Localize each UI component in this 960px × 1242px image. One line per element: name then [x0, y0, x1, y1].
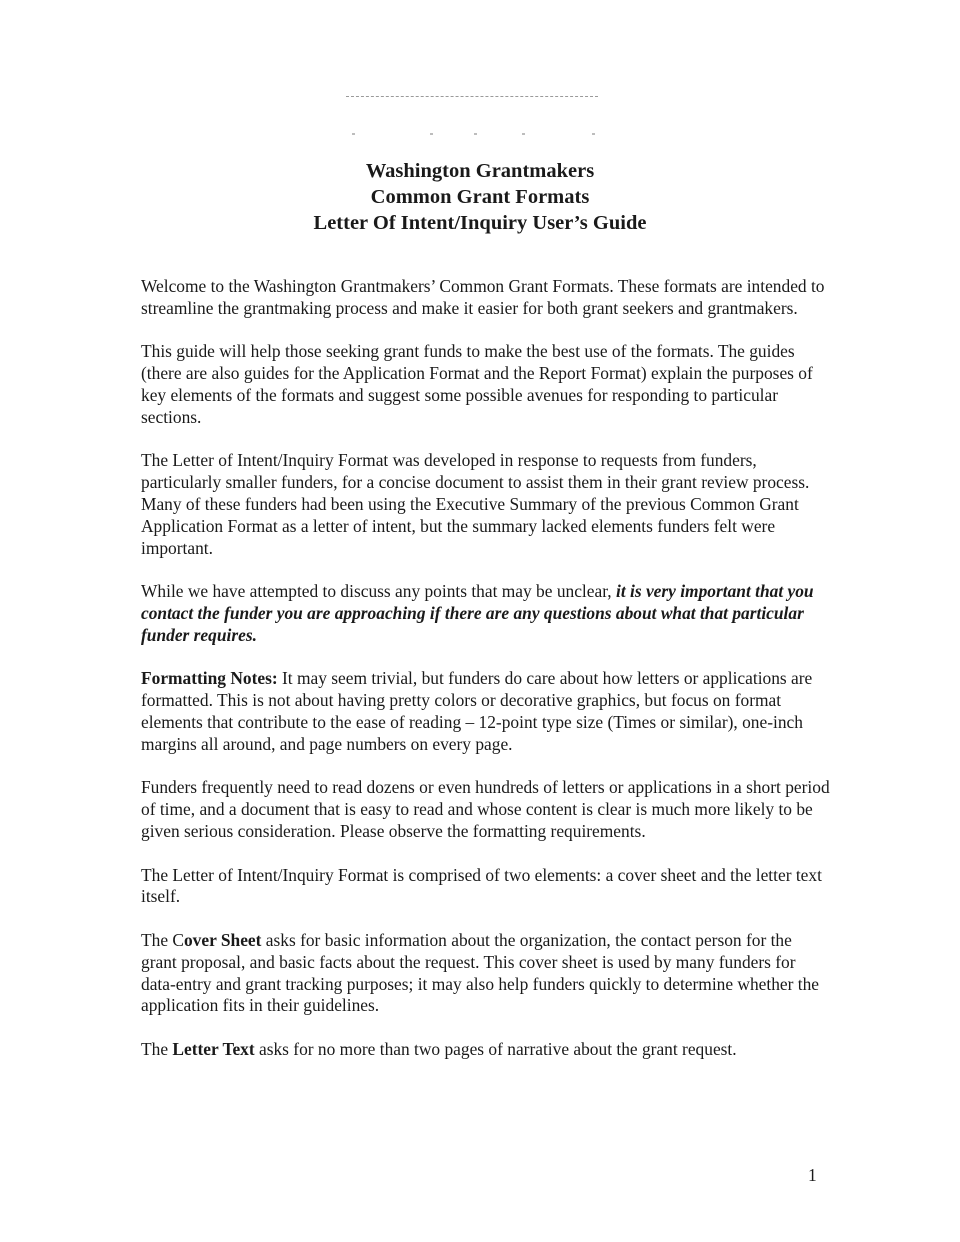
cover-sheet-label: over Sheet	[183, 929, 262, 950]
paragraph-cover-sheet	[141, 930, 831, 1017]
document-title	[0, 158, 960, 236]
paragraph-letter-text	[141, 1039, 831, 1061]
paragraph-formatting-notes	[141, 668, 831, 755]
paragraph-contact-emphasis: it is very important that you contact the funder you are approaching if there are any questions about what that particular funder requires.	[141, 581, 814, 645]
paragraph-loi-background: The Letter of Intent/Inquiry Format was developed in response to requests from funders, particularly smaller funders, for a concise document to assist them in their grant review process. Many of these funders had been using the Executive Summary of the previous Common Grant Application Format as a letter of intent, but the summary lacked elements funders felt were important.	[141, 450, 810, 558]
page-number: 1	[808, 1165, 817, 1185]
formatting-notes-text: It may seem trivial, but funders do care about how letters or applications are formatted. This is not about having pretty colors or decorative graphics, but focus on format elements that contribute to the ease of reading – 12-point type size (Times or similar), one-inch margins all around, and page numbers on every page.	[141, 668, 813, 754]
formatting-notes-label: Formatting Notes:	[141, 668, 278, 689]
cover-sheet-lead: The C	[141, 929, 184, 950]
letter-text-label: Letter Text	[172, 1038, 255, 1059]
document-body	[141, 276, 831, 1082]
letter-text-lead: The	[141, 1038, 173, 1059]
title-line-organization: Washington Grantmakers	[365, 160, 595, 182]
paragraph-guide-purpose: This guide will help those seeking grant funds to make the best use of the formats. The guides (there are also guides for the Application Format and the Report Format) explain the purposes of key elements of the formats and suggest some possible avenues for responding to particular sections.	[141, 341, 813, 427]
title-line-formats: Common Grant Formats	[370, 186, 590, 208]
title-line-guide: Letter Of Intent/Inquiry User’s Guide	[313, 212, 647, 234]
cover-sheet-text: asks for basic information about the organization, the contact person for the grant proposal, and basic facts about the request. This cover sheet is used by many funders for data-entry and grant tracking purposes; it may also help funders quickly to determine whether the application fits in their guidelines.	[141, 929, 820, 1016]
paragraph-elements: The Letter of Intent/Inquiry Format is comprised of two elements: a cover sheet and the letter text itself.	[141, 864, 822, 907]
paragraph-readability: Funders frequently need to read dozens or even hundreds of letters or applications in a short period of time, and a document that is easy to read and whose content is clear is much more likely to be given serious consideration. Please observe the formatting requirements.	[141, 777, 830, 841]
scan-artifact-line	[346, 96, 598, 97]
letter-text-body: asks for no more than two pages of narrative about the grant request.	[254, 1038, 737, 1059]
scan-artifact-marks	[352, 133, 596, 135]
paragraph-contact-funder	[141, 581, 831, 646]
paragraph-contact-lead: While we have attempted to discuss any points that may be unclear,	[141, 581, 616, 602]
paragraph-welcome: Welcome to the Washington Grantmakers’ Common Grant Formats. These formats are intended to streamline the grantmaking process and make it easier for both grant seekers and grantmakers.	[141, 276, 825, 318]
